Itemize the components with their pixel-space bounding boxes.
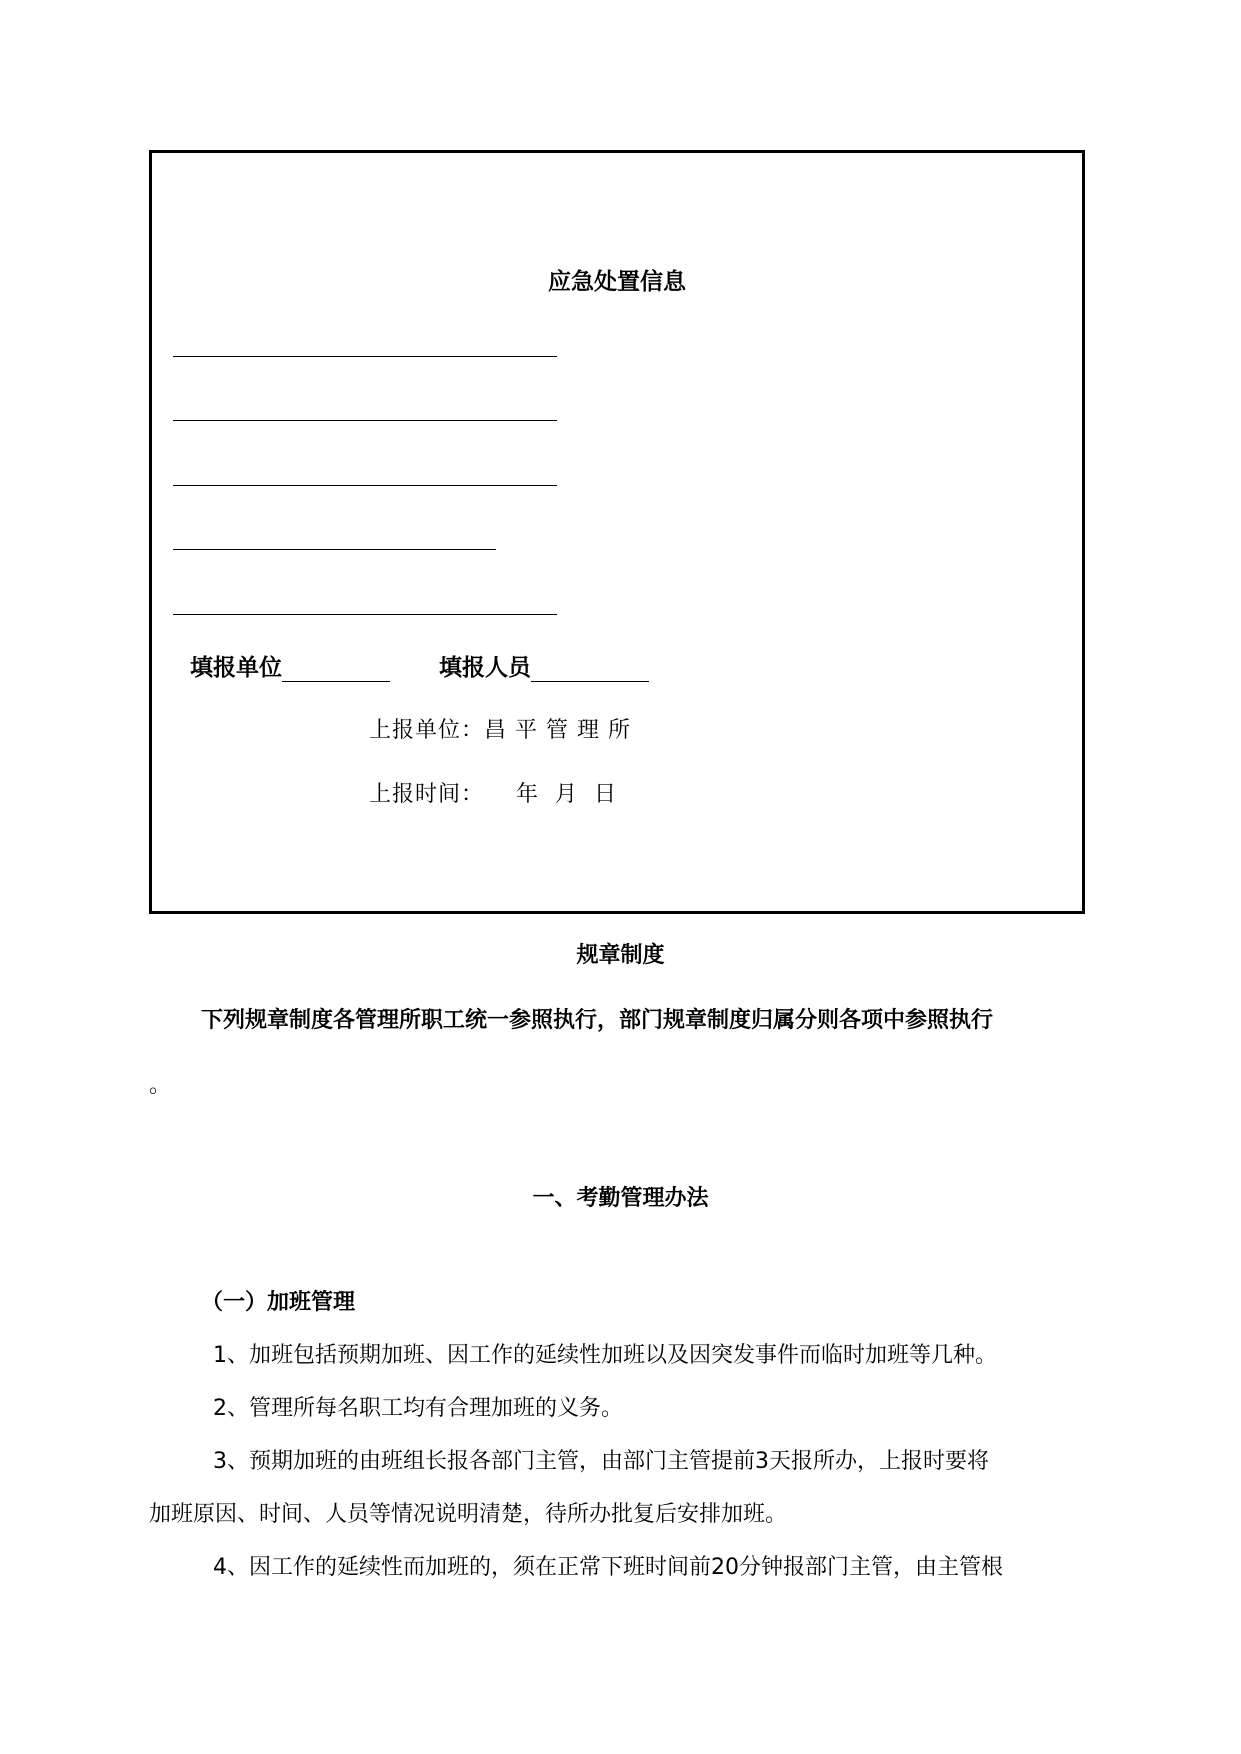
fill-unit-blank[interactable]	[282, 653, 390, 682]
regulations-intro: 下列规章制度各管理所职工统一参照执行，部门规章制度归属分则各项中参照执行	[201, 1008, 994, 1033]
item-2: 2、管理所每名职工均有合理加班的义务。	[213, 1396, 623, 1421]
item-4: 4、因工作的延续性而加班的，须在正常下班时间前20分钟报部门主管，由主管根	[213, 1555, 1003, 1580]
subsection-title: （一）加班管理	[201, 1290, 356, 1315]
item-1: 1、加班包括预期加班、因工作的延续性加班以及因突发事件而临时加班等几种。	[213, 1343, 997, 1368]
blank-line[interactable]	[173, 420, 557, 421]
fill-person-field	[439, 649, 649, 682]
regulations-intro-end: 。	[149, 1073, 172, 1098]
report-time: 上报时间： 年 月 日	[369, 782, 617, 807]
fill-person-label: 填报人员	[439, 655, 531, 681]
item-3-continued: 加班原因、时间、人员等情况说明清楚，待所办批复后安排加班。	[149, 1502, 788, 1527]
item-3: 3、预期加班的由班组长报各部门主管，由部门主管提前3天报所办，上报时要将	[213, 1449, 989, 1474]
section-title: 一、考勤管理办法	[532, 1186, 709, 1211]
blank-line[interactable]	[173, 485, 557, 486]
fill-unit-label: 填报单位	[190, 655, 282, 681]
blank-line[interactable]	[173, 614, 557, 615]
emergency-info-form	[149, 150, 1085, 914]
fill-person-blank[interactable]	[531, 653, 649, 682]
blank-line[interactable]	[173, 549, 496, 550]
fill-unit-field	[190, 649, 390, 682]
regulations-title: 规章制度	[576, 943, 665, 968]
blank-line[interactable]	[173, 356, 557, 357]
form-title: 应急处置信息	[548, 269, 686, 295]
report-unit: 上报单位：昌 平 管 理 所	[369, 718, 631, 743]
